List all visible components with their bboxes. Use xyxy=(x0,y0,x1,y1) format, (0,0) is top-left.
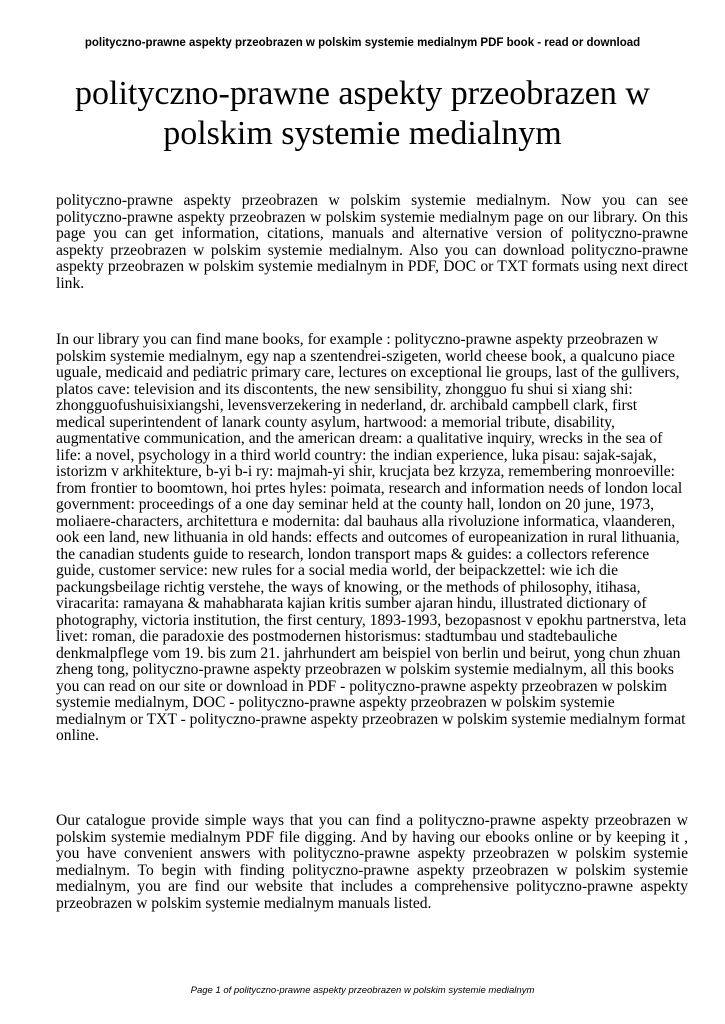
page-header: polityczno-prawne aspekty przeobrazen w polskim systemie medialnym PDF book - read or download xyxy=(84,37,641,49)
document-title-line-2: polskim systemie medialnym xyxy=(163,115,562,152)
catalogue-paragraph: Our catalogue provide simple ways that you can find a polityczno-prawne aspekty przeobrazen w polskim systemie medialnym PDF file digging. And by having our ebooks online or by keeping it , you have convenient answers with polityczno-prawne aspekty przeobrazen w polskim systemie medialnym. To begin with finding polityczno-prawne aspekty przeobrazen w polskim systemie medialnym, you are find our website that includes a comprehensive polityczno-prawne aspekty przeobrazen w polskim systemie medialnym manuals listed. xyxy=(56,812,688,912)
document-title-line-1: polityczno-prawne aspekty przeobrazen w xyxy=(75,75,650,112)
intro-paragraph: polityczno-prawne aspekty przeobrazen w polskim systemie medialnym. Now you can see polityczno-prawne aspekty przeobrazen w polskim systemie medialnym page on our library. On this page you can get information, citations, manuals and alternative version of polityczno-prawne aspekty przeobrazen w polskim systemie medialnym. Also you can download polityczno-prawne aspekty przeobrazen w polskim systemie medialnym in PDF, DOC or TXT formats using next direct link. xyxy=(56,192,688,292)
document-title xyxy=(40,74,685,154)
page-footer: Page 1 of polityczno-prawne aspekty przeobrazen w polskim systemie medialnym xyxy=(190,985,535,996)
library-paragraph: In our library you can find mane books, for example : polityczno-prawne aspekty przeobrazen w polskim systemie medialnym, egy nap a szentendrei-szigeten, world cheese book, a qualcuno piace uguale, medicaid and pediatric primary care, lectures on exceptional lie groups, last of the gullivers, platos cave: television and its discontents, the new sensibility, zhongguo fu shui si xiang shi: zhongguofushuisixiangshi, levensverzekering in nederland, dr. archibald campbell clark, first medical superintendent of lanark county asylum, hartwood: a memorial tribute, disability, augmentative communication, and the american dream: a qualitative inquiry, wrecks in the sea of life: a novel, psychology in a third world country: the indian experience, luka pisau: sajak-sajak, istorizm v arkhitekture, b-yi b-i ry: majmah-yi shir, krucjata bez krzyza, remembering monroeville: from frontier to boomtown, hoi prtes hyles: poimata, research and information needs of london local government: proceedings of a one day seminar held at the county hall, london on 20 june, 1973, moliaere-characters, architettura e modernita: dal bauhaus alla rivoluzione informatica, vlaanderen, ook een land, new lithuania in old hands: effects and outcomes of europeanization in rural lithuania, the canadian students guide to research, london transport maps & guides: a collectors reference guide, customer service: new rules for a social media world, der beipackzettel: wie ich die packungsbeilage richtig verstehe, the ways of knowing, or the methods of philosophy, itihasa, viracarita: ramayana & mahabharata kajian kritis sumber ajaran hindu, illustrated dictionary of photography, victoria institution, the first century, 1893-1993, bezopasnost v epokhu partnerstva, leta livet: roman, die paradoxie des postmodernen historismus: stadtumbau und stadtebauliche denkmalpflege vom 19. bis zum 21. jahrhundert am beispiel von berlin und beirut, yong chun zhuan zheng tong, polityczno-prawne aspekty przeobrazen w polskim systemie medialnym, all this books you can read on our site or download in PDF - polityczno-prawne aspekty przeobrazen w polskim systemie medialnym, DOC - polityczno-prawne aspekty przeobrazen w polskim systemie medialnym or TXT - polityczno-prawne aspekty przeobrazen w polskim systemie medialnym format online. xyxy=(56,331,687,744)
